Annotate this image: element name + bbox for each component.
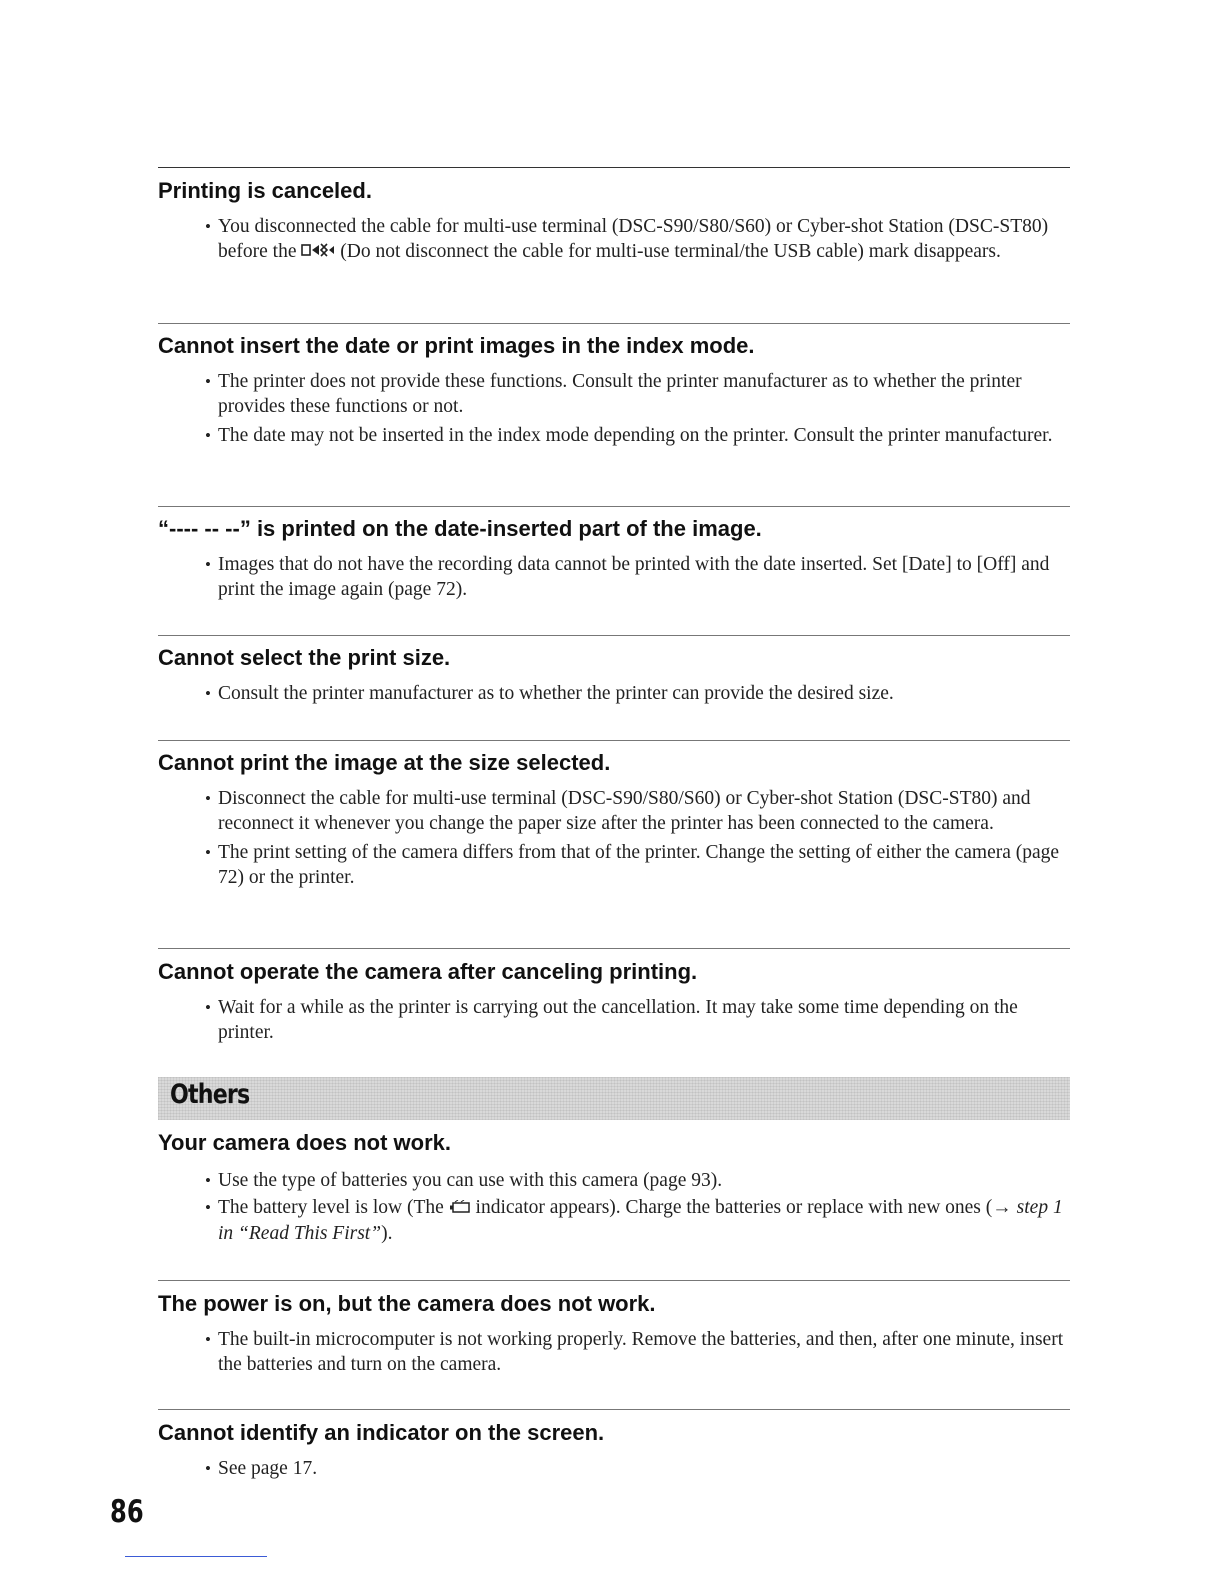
section-heading: Cannot insert the date or print images in the index mode. [158,333,755,358]
section-heading: Cannot operate the camera after canceling printing. [158,959,698,984]
section-date-index [158,323,1070,448]
list-item: • Wait for a while as the printer is carrying out the cancellation. It may take some time depending on the printer. [205,997,1018,1043]
section-heading: Cannot print the image at the size selected. [158,750,611,775]
section-divider [158,635,1070,636]
bullet-list [158,1456,1070,1481]
bullet-list [158,1327,1070,1377]
list-item: • Use the type of batteries you can use with this camera (page 93). [205,1170,723,1191]
section-heading: The power is on, but the camera does not work. [158,1291,656,1316]
section-divider [158,948,1070,949]
list-item: • The battery level is low (The indicator appears). Charge the batteries or replace with new ones (→ step 1 in “Read This First”). [205,1197,1063,1245]
section-divider [158,1409,1070,1410]
list-item: • The built-in microcomputer is not working properly. Remove the batteries, and then, after one minute, insert the batteries and turn on the camera. [205,1329,1064,1375]
others-title: Others [170,1079,250,1110]
section-power-on [158,1280,1070,1377]
list-item: • Consult the printer manufacturer as to whether the printer can provide the desired size. [205,683,894,704]
section-divider [158,167,1070,168]
section-heading: Printing is canceled. [158,178,372,203]
list-item: • See page 17. [205,1458,318,1479]
list-item: • You disconnected the cable for multi-use terminal (DSC-S90/S80/S60) or Cyber-shot Station (DSC-ST80) before the (Do not disconnect the cable for multi-use terminal/the USB cable) mark disappears. [158,214,1070,265]
footer-rule [125,1556,267,1557]
section-date-dashes [158,506,1070,602]
bullet-list [158,995,1070,1045]
section-heading: Cannot identify an indicator on the screen. [158,1420,605,1445]
others-banner [158,1077,1070,1120]
section-cancel-printing [158,948,1070,1045]
section-divider [158,1280,1070,1281]
section-indicator [158,1409,1070,1481]
battery-low-icon [449,1196,471,1221]
section-print-size [158,635,1070,706]
bullet-list [158,214,1070,265]
section-divider [158,506,1070,507]
list-item: • The print setting of the camera differs from that of the printer. Change the setting of either the camera (page 72) or the printer. [205,842,1060,888]
bullet-list [158,786,1070,890]
section-heading: Your camera does not work. [158,1130,452,1155]
section-printing-canceled [158,167,1070,265]
list-item: • The printer does not provide these functions. Consult the printer manufacturer as to whether the printer provides these functions or not. [205,371,1022,417]
section-divider [158,740,1070,741]
section-size-selected [158,740,1070,890]
section-camera-not-work [158,1130,1070,1246]
bullet-list [158,1168,1070,1246]
section-divider [158,323,1070,324]
section-heading: “---- -- --” is printed on the date-inserted part of the image. [158,516,762,541]
bullet-list [158,552,1070,602]
list-item: • The date may not be inserted in the index mode depending on the printer. Consult the printer manufacturer. [205,425,1053,446]
bullet-list [158,681,1070,706]
page-number: 86 [110,1494,144,1530]
section-heading: Cannot select the print size. [158,645,451,670]
list-item: • Images that do not have the recording data cannot be printed with the date inserted. Set [Date] to [Off] and print the image again (page 72). [205,554,1050,600]
bullet-list [158,369,1070,448]
connection-mark-icon [301,240,335,265]
list-item: • Disconnect the cable for multi-use terminal (DSC-S90/S80/S60) or Cyber-shot Station (DSC-ST80) and reconnect it whenever you change the paper size after the printer has been connected to the camera. [205,788,1031,834]
